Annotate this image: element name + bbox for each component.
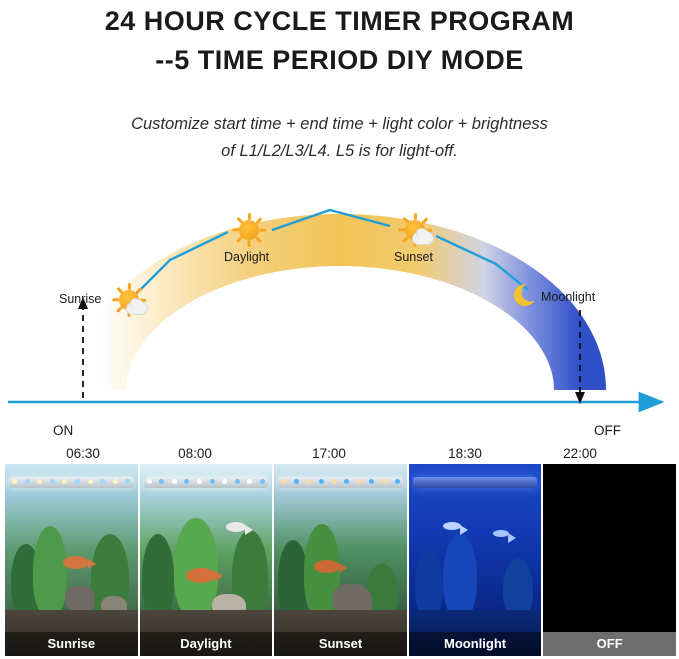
page-title-line2: --5 TIME PERIOD DIY MODE [155, 45, 524, 75]
photo-caption: Daylight [140, 632, 273, 656]
page-subtitle-line1: Customize start time + end time + light color + brightness [131, 115, 548, 133]
photo-sunrise [5, 464, 138, 656]
sun-cloud-icon [112, 283, 146, 317]
timeline-off-label: OFF [594, 423, 621, 438]
photo-off [543, 464, 676, 656]
timeline-time-4: 22:00 [563, 446, 597, 461]
photo-caption: Sunrise [5, 632, 138, 656]
photo-moonlight [409, 464, 542, 656]
photo-strip [5, 464, 676, 656]
timeline-on-label: ON [53, 423, 74, 438]
photo-caption: OFF [543, 632, 676, 656]
sun-cloud-icon [398, 213, 432, 247]
photo-daylight [140, 464, 273, 656]
cycle-diagram [0, 180, 679, 460]
page-subtitle-line2: of L1/L2/L3/L4. L5 is for light-off. [221, 142, 458, 160]
timeline-time-0: 06:30 [66, 446, 100, 461]
photo-sunset [274, 464, 407, 656]
label-moonlight: Moonlight [541, 290, 596, 304]
page-title-line1: 24 HOUR CYCLE TIMER PROGRAM [104, 6, 575, 36]
photo-caption: Sunset [274, 632, 407, 656]
photo-caption: Moonlight [409, 632, 542, 656]
label-sunrise: Sunrise [59, 292, 102, 306]
label-daylight: Daylight [224, 250, 270, 264]
timeline-time-1: 08:00 [178, 446, 212, 461]
label-sunset: Sunset [394, 250, 433, 264]
moon-icon [512, 280, 542, 310]
timeline-time-2: 17:00 [312, 446, 346, 461]
sun-icon [232, 213, 266, 247]
timeline-time-3: 18:30 [448, 446, 482, 461]
arc-graphic [0, 180, 679, 460]
